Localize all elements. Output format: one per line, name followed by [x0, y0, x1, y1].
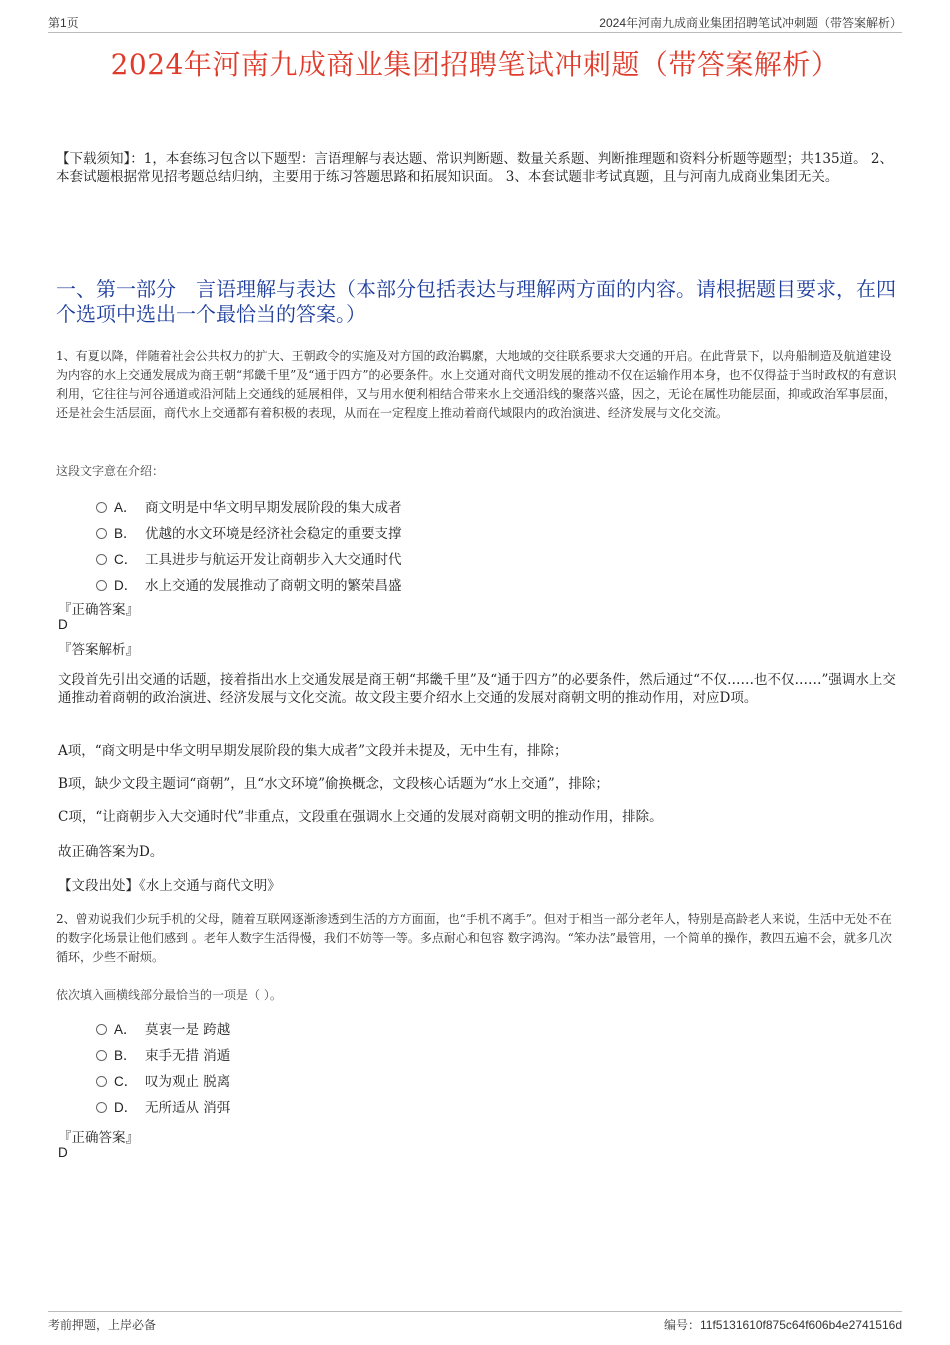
analysis-option-c: C项，“让商朝步入大交通时代”非重点，文段重在强调水上交通的发展对商朝文明的推动作用，排除。: [58, 809, 663, 825]
radio-icon[interactable]: [96, 1102, 107, 1113]
radio-icon[interactable]: [96, 1024, 107, 1035]
page-number: 第1页: [48, 16, 79, 30]
page-footer: [48, 1311, 902, 1334]
answer-label: 『正确答案』: [58, 602, 139, 618]
page-title: 2024年河南九成商业集团招聘笔试冲刺题（带答案解析）: [110, 48, 840, 81]
answer-label: 『正确答案』: [58, 1130, 139, 1146]
analysis-option-a: A项，“商文明是中华文明早期发展阶段的集大成者”文段并未提及，无中生有，排除；: [58, 743, 568, 759]
radio-icon[interactable]: [96, 554, 107, 565]
question-1-text: 1、有夏以降，伴随着社会公共权力的扩大、王朝政令的实施及对方国的政治羁縻，大地域的交往联系要求大交通的开启。在此背景下，以舟船制造及航道建设为内容的水上交通发展成为商王朝“邦畿千里”及“通于四方”的必要条件。水上交通对商代文明发展的推动不仅在运输作用本身，也不仅得益于当时政权的有意识利用，它往往与河谷通道或沿河陆上交通线的延展相伴，又与用水便利相结合带来水上交通沿线的聚落兴盛，因之，无论在属性功能层面，抑或政治军事层面，还是社会生活层面，商代水上交通都有着积极的表现，从而在一定程度上推动着商代域限内的政治演进、经济发展与文化交流。: [56, 349, 897, 420]
analysis-label: 『答案解析』: [58, 642, 139, 658]
analysis-conclusion: 故正确答案为D。: [58, 844, 164, 860]
radio-icon[interactable]: [96, 528, 107, 539]
header-doc-title: 2024年河南九成商业集团招聘笔试冲刺题（带答案解析）: [599, 16, 902, 30]
question-1-prompt: 这段文字意在介绍：: [56, 464, 165, 478]
footer-slogan: 考前押题，上岸必备: [48, 1318, 157, 1332]
radio-icon[interactable]: [96, 1076, 107, 1087]
document-code: 编号：11f5131610f875c64f606b4e2741516d: [664, 1318, 902, 1332]
page-header: [48, 14, 902, 33]
download-notice: 【下载须知】：1，本套练习包含以下题型：言语理解与表达题、常识判断题、数量关系题、判断推理题和资料分析题等题型；共135道。 2、本套试题根据常见招考题总结归纳，主要用于练习答题思路和拓展知识面。 3、本套试题非考试真题，且与河南九成商业集团无关。: [56, 151, 893, 185]
radio-icon[interactable]: [96, 502, 107, 513]
analysis-paragraph: 文段首先引出交通的话题，接着指出水上交通发展是商王朝“邦畿千里”及“通于四方”的必要条件，然后通过“不仅……也不仅……”强调水上交通推动着商朝的政治演进、经济发展与文化交流。故文段主要介绍水上交通的发展对商朝文明的推动作用，对应D项。: [58, 672, 896, 706]
question-2-text: 2、曾劝说我们少玩手机的父母，随着互联网逐渐渗透到生活的方方面面，也“手机不离手”。但对于相当一部分老年人，特别是高龄老人来说，生活中无处不在的数字化场景让他们感到 。老年人数字生活得慢，我们不妨等一等。多点耐心和包容 数字鸿沟。“笨办法”最管用，一个简单的操作，教四五遍不会，就多几次循环，少些不耐烦。: [56, 912, 892, 964]
radio-icon[interactable]: [96, 1050, 107, 1061]
question-2-prompt: 依次填入画横线部分最恰当的一项是（ ）。: [56, 988, 282, 1002]
section-title: 一、第一部分 言语理解与表达（本部分包括表达与理解两方面的内容。请根据题目要求，在四个选项中选出一个最恰当的答案。）: [56, 277, 896, 326]
analysis-option-b: B项，缺少文段主题词“商朝”，且“水文环境”偷换概念，文段核心话题为“水上交通”，排除；: [58, 776, 609, 792]
correct-answer: D: [58, 1145, 68, 1160]
radio-icon[interactable]: [96, 580, 107, 591]
correct-answer: D: [58, 617, 68, 632]
text-source: 【文段出处】《水上交通与商代文明》: [58, 878, 281, 894]
